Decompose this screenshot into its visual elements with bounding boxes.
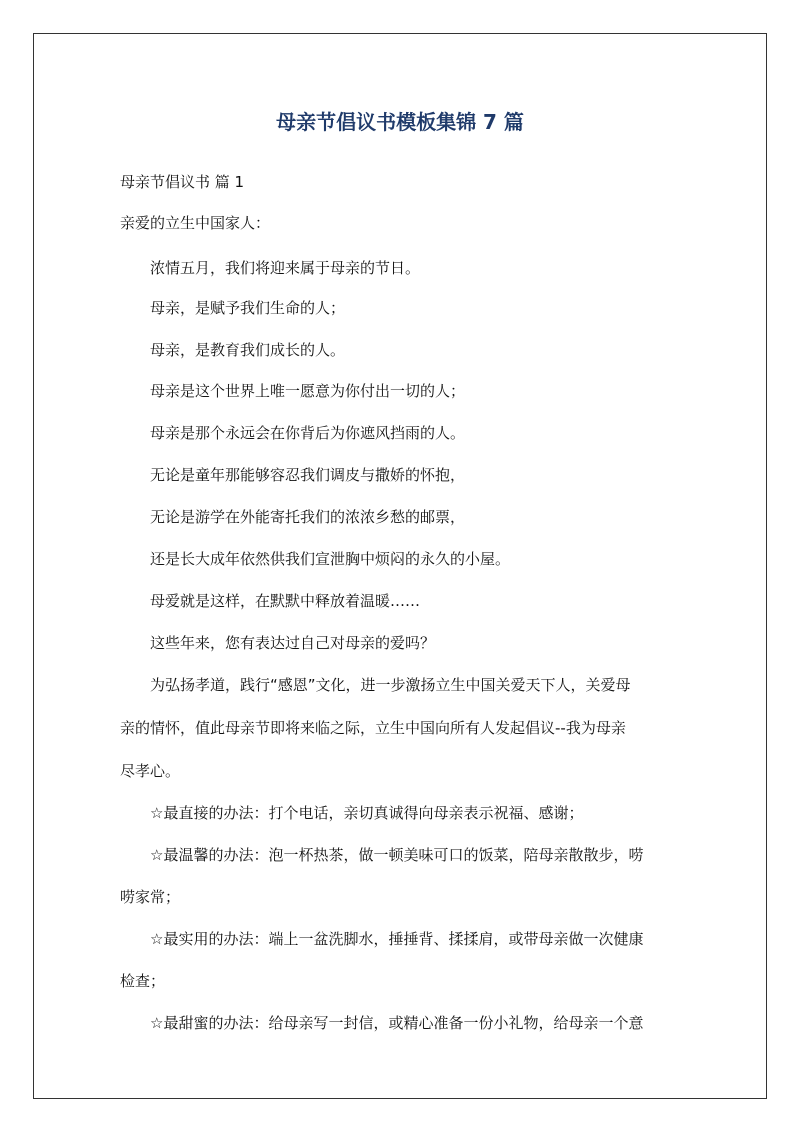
section-heading: 母亲节倡议书 篇 1	[120, 173, 245, 191]
paragraph-line: 母亲是这个世界上唯一愿意为你付出一切的人；	[150, 382, 466, 400]
document-title: 母亲节倡议书模板集锦 7 篇	[276, 110, 524, 134]
bullet-line: ☆最甜蜜的办法：给母亲写一封信，或精心准备一份小礼物，给母亲一个意	[150, 1014, 644, 1032]
paragraph-line: 母爱就是这样，在默默中释放着温暖……	[150, 592, 421, 610]
bullet-line: ☆最温馨的办法：泡一杯热茶，做一顿美味可口的饭菜，陪母亲散散步，唠	[150, 846, 644, 864]
paragraph-line: 无论是童年那能够容忍我们调皮与撒娇的怀抱，	[150, 466, 466, 484]
salutation: 亲爱的立生中国家人：	[120, 214, 271, 232]
bullet-line: ☆最直接的办法：打个电话，亲切真诚得向母亲表示祝福、感谢；	[150, 804, 584, 822]
paragraph-line: 为弘扬孝道，践行“感恩”文化，进一步激扬立生中国关爱天下人，关爱母	[150, 676, 631, 694]
paragraph-line: 检查；	[120, 972, 166, 990]
paragraph-line: 亲的情怀，值此母亲节即将来临之际，立生中国向所有人发起倡议--我为母亲	[120, 719, 626, 737]
paragraph-line: 母亲是那个永远会在你背后为你遮风挡雨的人。	[150, 424, 466, 442]
paragraph-line: 浓情五月，我们将迎来属于母亲的节日。	[150, 259, 421, 277]
paragraph-line: 母亲，是教育我们成长的人。	[150, 341, 346, 359]
paragraph-line: 唠家常；	[120, 888, 181, 906]
paragraph-line: 这些年来，您有表达过自己对母亲的爱吗？	[150, 634, 436, 652]
paragraph-line: 尽孝心。	[120, 762, 181, 780]
paragraph-line: 还是长大成年依然供我们宣泄胸中烦闷的永久的小屋。	[150, 550, 511, 568]
paragraph-line: 无论是游学在外能寄托我们的浓浓乡愁的邮票，	[150, 508, 466, 526]
paragraph-line: 母亲，是赋予我们生命的人；	[150, 299, 346, 317]
bullet-line: ☆最实用的办法：端上一盆洗脚水，捶捶背、揉揉肩，或带母亲做一次健康	[150, 930, 644, 948]
